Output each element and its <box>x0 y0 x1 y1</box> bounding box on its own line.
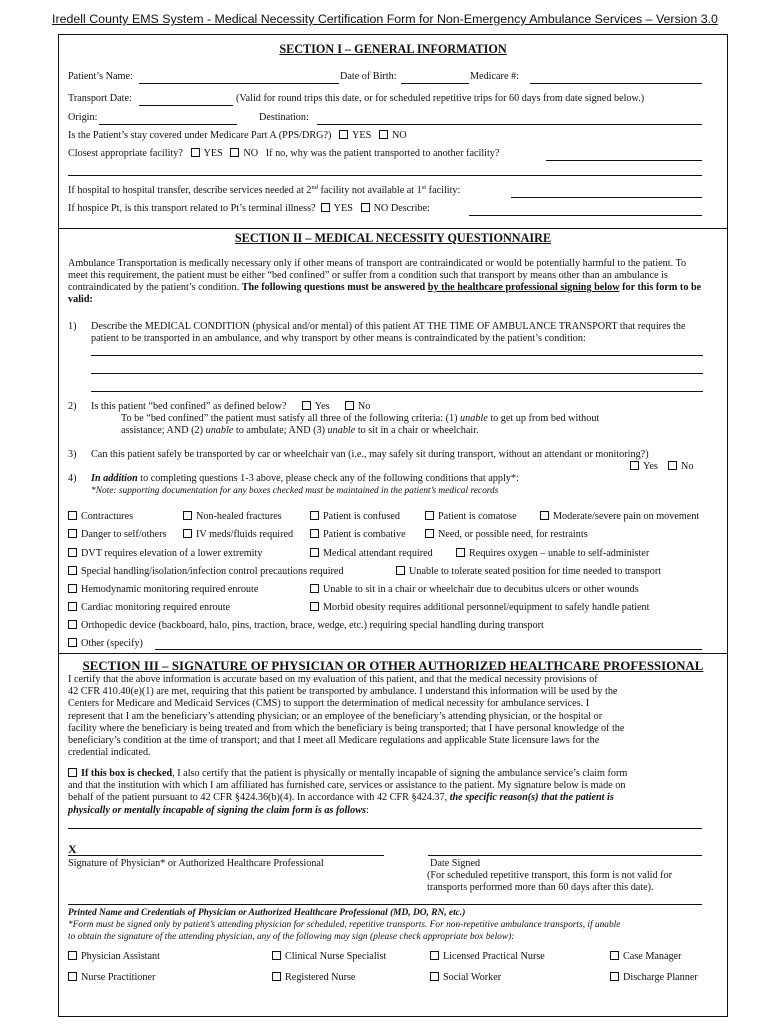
date-signed-field[interactable] <box>428 855 702 856</box>
closest-why-field[interactable] <box>546 160 702 161</box>
hospital-transfer-field[interactable] <box>511 197 702 198</box>
dob-field[interactable] <box>401 83 469 84</box>
q1-answer-line-2[interactable] <box>91 373 703 374</box>
checkbox[interactable] <box>610 951 619 960</box>
signature-x-mark: X <box>68 842 77 856</box>
condition-non-healed-fractures[interactable]: Non-healed fractures <box>183 511 282 523</box>
certification-statement: I certify that the above information is accurate based on my evaluation of this patient, and that the medical necessity provisions of 42 CFR 410.40(e)(1) are met, requiring that this patient be transported by ambulance. I understand this information will be used by the Centers for Medicare and Medicaid Services (CMS) to support the determination of medical necessity for ambulance services. I represent that I am the beneficiary’s attending physician; or an employee of the beneficiary’s attending physician, or the hospital or facility where the beneficiary is being treated and from which the beneficiary is being transported; that I have personal knowledge of the beneficiary’s condition at the time of transport; and that I meet all Medicare regulations and applicable State licensure laws for the credential indicated. <box>68 674 625 759</box>
role-physician-assistant[interactable]: Physician Assistant <box>68 951 160 963</box>
q2-number: 2) <box>68 401 77 412</box>
checkbox[interactable] <box>425 529 434 538</box>
origin-field[interactable] <box>99 124 237 125</box>
checkbox[interactable] <box>310 511 319 520</box>
role-social-worker[interactable]: Social Worker <box>430 972 501 984</box>
hospice-question: If hospice Pt, is this transport related to Pt’s terminal illness? <box>68 203 316 214</box>
condition-morbid-obesity[interactable]: Morbid obesity requires additional personnel/equipment to safely handle patient <box>310 602 649 614</box>
q2-no-checkbox[interactable] <box>345 401 354 410</box>
condition-dvt[interactable]: DVT requires elevation of a lower extremity <box>68 548 262 560</box>
part-a-yes-label: YES <box>352 130 372 141</box>
signature-label: Signature of Physician* or Authorized Healthcare Professional <box>68 858 324 869</box>
q3-question: Can this patient safely be transported by car or wheelchair van (i.e., may safely sit during transport, without an attendant or monitoring?) <box>91 449 649 460</box>
role-registered-nurse[interactable]: Registered Nurse <box>272 972 355 984</box>
condition-patient-comatose[interactable]: Patient is comatose <box>425 511 517 523</box>
condition-seated-position[interactable]: Unable to tolerate seated position for time needed to transport <box>396 566 661 578</box>
section2-intro: Ambulance Transportation is medically necessary only if other means of transport are contraindicated or would be potentially harmful to the patient. To meet this requirement, the patient must be either “bed confined” or suffer from a condition such that transport by means other than an ambulance is contraindicated by the patient’s condition. The following questions must be answered by the healthcare professional signing below for this form to be valid: <box>68 258 702 305</box>
role-licensed-practical-nurse[interactable]: Licensed Practical Nurse <box>430 951 545 963</box>
hospice-yes-checkbox[interactable] <box>321 203 330 212</box>
incapable-certification: If this box is checked, I also certify that the patient is physically or mentally incapable of signing the ambulance service’s claim form and that the institution with which I am affiliated has furnished care, services or assistance to the patient. My signature below is made on behalf of the patient pursuant to 42 CFR §424.36(b)(4). In accordance with 42 CFR §424.37, the specific reason(s) that the patient is physically or mentally incapable of signing the claim form is as follows: <box>68 768 628 816</box>
hospital-transfer-question: If hospital to hospital transfer, describe services needed at 2nd facility not available at 1st facility: <box>68 184 461 196</box>
q4-question: In addition to completing questions 1-3 above, please check any of the following conditions that apply*: <box>91 473 519 484</box>
checkbox[interactable] <box>430 951 439 960</box>
condition-oxygen[interactable]: Requires oxygen – unable to self-administer <box>456 548 649 560</box>
checkbox[interactable] <box>68 638 77 647</box>
checkbox[interactable] <box>68 602 77 611</box>
closest-facility-question: Closest appropriate facility? <box>68 148 183 159</box>
part-a-no-label: NO <box>391 130 407 141</box>
section3-title: SECTION III – SIGNATURE OF PHYSICIAN OR OTHER AUTHORIZED HEALTHCARE PROFESSIONAL <box>82 659 704 673</box>
checkbox[interactable] <box>68 620 77 629</box>
part-a-row <box>68 130 407 142</box>
checkbox[interactable] <box>540 511 549 520</box>
part-a-question: Is the Patient’s stay covered under Medicare Part A (PPS/DRG?) <box>68 130 332 141</box>
q3-no-checkbox[interactable] <box>668 461 677 470</box>
q2-definition-line1: To be “bed confined” the patient must satisfy all three of the following criteria: (1) unable to get up from bed without <box>121 413 600 424</box>
checkbox[interactable] <box>183 511 192 520</box>
checkbox[interactable] <box>68 511 77 520</box>
section2-title: SECTION II – MEDICAL NECESSITY QUESTIONNAIRE <box>234 231 552 245</box>
q2-question: Is this patient “bed confined” as defined below? <box>91 401 287 412</box>
checkbox[interactable] <box>610 972 619 981</box>
checkbox[interactable] <box>310 584 319 593</box>
condition-patient-combative[interactable]: Patient is combative <box>310 529 406 541</box>
hospice-row <box>68 203 430 215</box>
medicare-field[interactable] <box>530 83 702 84</box>
role-nurse-practitioner[interactable]: Nurse Practitioner <box>68 972 155 984</box>
closest-facility-row <box>68 148 499 160</box>
date-signed-label: Date Signed <box>430 858 481 869</box>
checkbox[interactable] <box>310 548 319 557</box>
checkbox[interactable] <box>68 548 77 557</box>
condition-cardiac-monitoring[interactable]: Cardiac monitoring required enroute <box>68 602 230 614</box>
closest-yes-label: YES <box>203 148 223 159</box>
document-title: Iredell County EMS System - Medical Necessity Certification Form for Non-Emergency Ambulance Services – Version 3.0 <box>52 12 718 26</box>
q2-yes-label: Yes <box>314 401 330 412</box>
checkbox[interactable] <box>272 951 281 960</box>
q3-yes-label: Yes <box>643 461 658 472</box>
q3-answers <box>630 461 693 473</box>
condition-contractures[interactable]: Contractures <box>68 511 133 523</box>
destination-label: Destination: <box>259 112 309 123</box>
role-discharge-planner[interactable]: Discharge Planner <box>610 972 698 984</box>
checkbox[interactable] <box>310 529 319 538</box>
condition-medical-attendant[interactable]: Medical attendant required <box>310 548 433 560</box>
condition-danger[interactable]: Danger to self/others <box>68 529 166 541</box>
q2-yes-checkbox[interactable] <box>302 401 311 410</box>
dob-label: Date of Birth: <box>340 71 397 82</box>
origin-label: Origin: <box>68 112 98 123</box>
condition-restraints[interactable]: Need, or possible need, for restraints <box>425 529 588 541</box>
closest-yes-checkbox[interactable] <box>191 148 200 157</box>
q2-row <box>91 401 370 413</box>
hospice-no-describe-label: NO Describe: <box>373 203 430 214</box>
part-a-no-checkbox[interactable] <box>379 130 388 139</box>
condition-other[interactable]: Other (specify) <box>68 638 143 650</box>
part-a-yes-checkbox[interactable] <box>339 130 348 139</box>
q3-number: 3) <box>68 449 77 460</box>
checkbox[interactable] <box>310 602 319 611</box>
closest-no-checkbox[interactable] <box>230 148 239 157</box>
checkbox[interactable] <box>456 548 465 557</box>
condition-orthopedic-device[interactable]: Orthopedic device (backboard, halo, pins, traction, brace, wedge, etc.) requiring special handling during transport <box>68 620 544 632</box>
signature-field[interactable] <box>68 855 384 856</box>
q4-note: *Note: supporting documentation for any boxes checked must be maintained in the patient’s medical records <box>91 486 499 496</box>
form-signing-note-1: *Form must be signed only by patient’s attending physician for scheduled, repetitive transports. For non-repetitive ambulance transports, if unable <box>68 920 621 930</box>
date-validity-note-2: transports performed more than 60 days after this date). <box>427 882 654 893</box>
role-case-manager[interactable]: Case Manager <box>610 951 682 963</box>
other-specify-field[interactable] <box>155 649 702 650</box>
closest-why-field-line2[interactable] <box>68 175 702 176</box>
transport-date-note: (Valid for round trips this date, or for scheduled repetitive trips for 60 days from date signed below.) <box>236 93 645 104</box>
checkbox[interactable] <box>272 972 281 981</box>
condition-pain-on-movement[interactable]: Moderate/severe pain on movement <box>540 511 699 523</box>
q3-yes-checkbox[interactable] <box>630 461 639 470</box>
checkbox[interactable] <box>68 566 77 575</box>
printed-name-field[interactable] <box>68 904 702 905</box>
q2-no-label: No <box>357 401 371 412</box>
section1-title: SECTION I – GENERAL INFORMATION <box>279 42 507 56</box>
hospice-describe-field[interactable] <box>469 215 702 216</box>
patient-name-field[interactable] <box>139 83 339 84</box>
patient-name-label: Patient’s Name: <box>68 71 133 82</box>
section-divider-1 <box>58 228 728 229</box>
form-signing-note-2: to obtain the signature of the attending physician, any of the following may sign (please check appropriate box below): <box>68 932 515 942</box>
section-divider-2 <box>58 653 728 654</box>
date-validity-note-1: (For scheduled repetitive transport, this form is not valid for <box>427 870 673 881</box>
checkbox[interactable] <box>68 529 77 538</box>
incapable-checkbox[interactable] <box>68 768 77 777</box>
destination-field[interactable] <box>317 124 702 125</box>
transport-date-field[interactable] <box>139 105 233 106</box>
condition-patient-confused[interactable]: Patient is confused <box>310 511 400 523</box>
checkbox[interactable] <box>68 972 77 981</box>
transport-date-label: Transport Date: <box>68 93 132 104</box>
q1-number: 1) <box>68 321 77 332</box>
printed-name-label: Printed Name and Credentials of Physician or Authorized Healthcare Professional (MD, DO, RN, etc.) <box>68 908 466 918</box>
q2-definition-line2: assistance; AND (2) unable to ambulate; AND (3) unable to sit in a chair or wheelchair. <box>121 425 479 436</box>
q4-number: 4) <box>68 473 77 484</box>
closest-no-label: NO <box>243 148 259 159</box>
q1-answer-line-3[interactable] <box>91 391 703 392</box>
incapable-reason-field[interactable] <box>68 828 702 829</box>
hospice-no-checkbox[interactable] <box>361 203 370 212</box>
checkbox[interactable] <box>68 584 77 593</box>
q3-no-label: No <box>681 461 694 472</box>
closest-why-question: If no, why was the patient transported to another facility? <box>265 148 500 159</box>
checkbox[interactable] <box>430 972 439 981</box>
condition-decubitus-ulcers[interactable]: Unable to sit in a chair or wheelchair due to decubitus ulcers or other wounds <box>310 584 639 596</box>
condition-iv-meds[interactable]: IV meds/fluids required <box>183 529 293 541</box>
q1-answer-line-1[interactable] <box>91 355 703 356</box>
checkbox[interactable] <box>68 951 77 960</box>
hospice-yes-label: YES <box>333 203 353 214</box>
condition-hemodynamic-monitoring[interactable]: Hemodynamic monitoring required enroute <box>68 584 258 596</box>
q1-text: Describe the MEDICAL CONDITION (physical and/or mental) of this patient AT THE TIME OF AMBULANCE TRANSPORT that requires the patient to be transported in an ambulance, and why transport by other means is contraindicated by the patient’s condition: <box>91 321 686 344</box>
condition-special-handling[interactable]: Special handling/isolation/infection control precautions required <box>68 566 344 578</box>
checkbox[interactable] <box>425 511 434 520</box>
medicare-label: Medicare #: <box>470 71 519 82</box>
checkbox[interactable] <box>396 566 405 575</box>
role-clinical-nurse-specialist[interactable]: Clinical Nurse Specialist <box>272 951 386 963</box>
checkbox[interactable] <box>183 529 192 538</box>
